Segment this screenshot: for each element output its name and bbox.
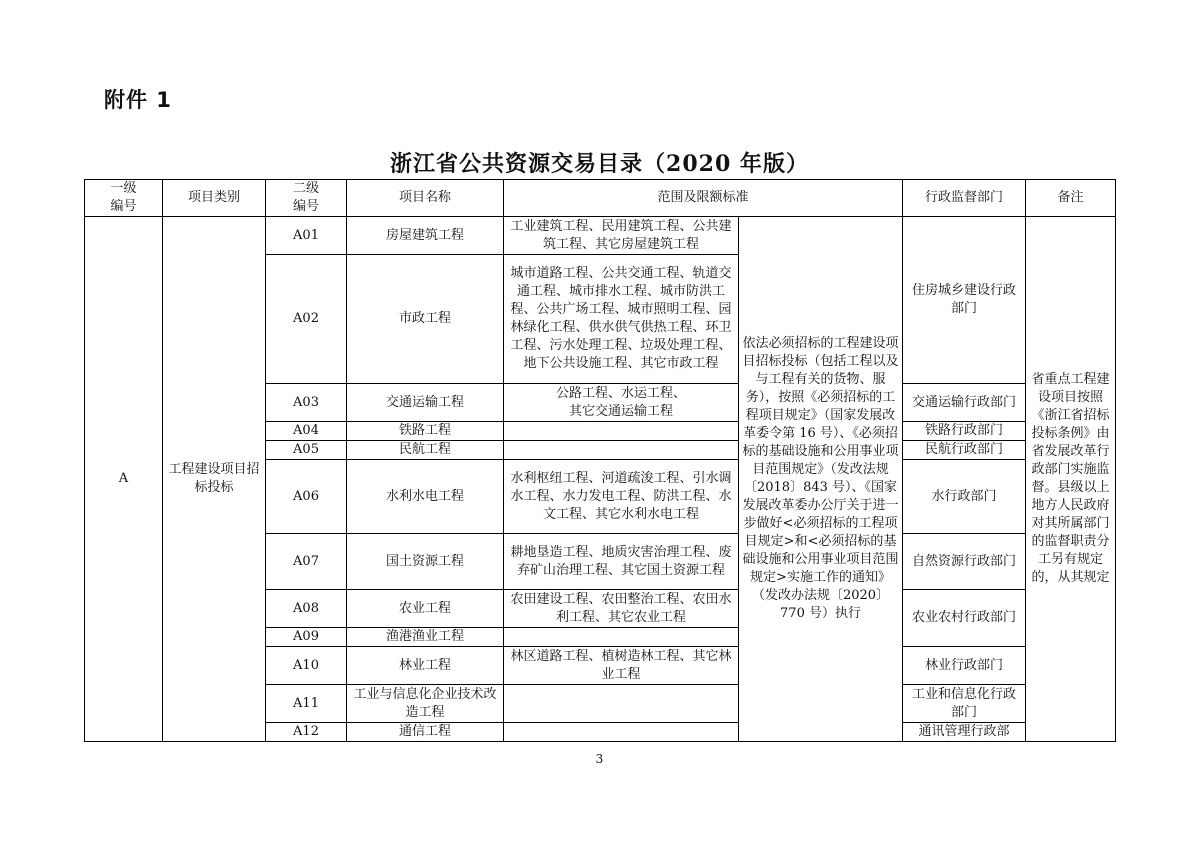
item-name-cell: 铁路工程 — [347, 422, 504, 441]
dept-cell: 民航行政部门 — [903, 441, 1026, 460]
item-code-cell: A01 — [266, 217, 347, 255]
header-note: 备注 — [1026, 180, 1116, 217]
attachment-label: 附件 1 — [104, 88, 172, 112]
trading-directory-table — [84, 179, 1116, 742]
item-scope-cell: 耕地垦造工程、地质灾害治理工程、废弃矿山治理工程、其它国土资源工程 — [504, 534, 739, 590]
group-code-cell: A — [85, 217, 163, 742]
legal-basis-cell: 依法必须招标的工程建设项目招标投标（包括工程以及与工程有关的货物、服务），按照《必须招标的工程项目规定》（国家发展改革委令第 16 号）、《必须招标的基础设施和公用事业项目范围规定》（发改法规〔2018〕843 号）、《国家发展改革委办公厅关于进一步做好<必须招标的工程项目规定>和<必须招标的基础设施和公用事业项目范围规定>实施工作的通知》（发改办法规〔2020〕770 号）执行 — [739, 217, 903, 742]
item-scope-cell — [504, 685, 739, 723]
item-scope-cell — [504, 723, 739, 742]
header-level2-code: 二级 编号 — [266, 180, 347, 217]
item-code-cell: A06 — [266, 460, 347, 534]
remarks-cell: 省重点工程建设项目按照《浙江省招标投标条例》由省发展改革行政部门实施监督。县级以上地方人民政府对其所属部门的监督职责分工另有规定的，从其规定 — [1026, 217, 1116, 742]
item-name-cell: 房屋建筑工程 — [347, 217, 504, 255]
item-code-cell: A05 — [266, 441, 347, 460]
dept-cell: 水行政部门 — [903, 460, 1026, 534]
item-name-cell: 国土资源工程 — [347, 534, 504, 590]
item-name-cell: 渔港渔业工程 — [347, 628, 504, 647]
dept-cell: 工业和信息化行政部门 — [903, 685, 1026, 723]
dept-cell: 交通运输行政部门 — [903, 384, 1026, 422]
item-scope-cell: 农田建设工程、农田整治工程、农田水利工程、其它农业工程 — [504, 590, 739, 628]
header-row — [85, 180, 1116, 217]
item-scope-cell: 公路工程、水运工程、 其它交通运输工程 — [504, 384, 739, 422]
header-dept: 行政监督部门 — [903, 180, 1026, 217]
item-code-cell: A08 — [266, 590, 347, 628]
item-name-cell: 水利水电工程 — [347, 460, 504, 534]
dept-cell: 铁路行政部门 — [903, 422, 1026, 441]
item-code-cell: A10 — [266, 647, 347, 685]
item-name-cell: 工业与信息化企业技术改造工程 — [347, 685, 504, 723]
item-scope-cell: 城市道路工程、公共交通工程、轨道交通工程、城市排水工程、城市防洪工程、公共广场工程、城市照明工程、园林绿化工程、供水供气供热工程、环卫工程、污水处理工程、垃圾处理工程、地下公共设施工程、其它市政工程 — [504, 255, 739, 384]
item-name-cell: 通信工程 — [347, 723, 504, 742]
item-scope-cell: 水利枢纽工程、河道疏浚工程、引水调水工程、水力发电工程、防洪工程、水文工程、其它水利水电工程 — [504, 460, 739, 534]
dept-cell: 农业农村行政部门 — [903, 590, 1026, 647]
item-name-cell: 民航工程 — [347, 441, 504, 460]
item-scope-cell — [504, 422, 739, 441]
item-name-cell: 林业工程 — [347, 647, 504, 685]
item-name-cell: 市政工程 — [347, 255, 504, 384]
item-scope-cell — [504, 441, 739, 460]
item-code-cell: A12 — [266, 723, 347, 742]
dept-cell: 住房城乡建设行政部门 — [903, 217, 1026, 384]
item-scope-cell: 工业建筑工程、民用建筑工程、公共建筑工程、其它房屋建筑工程 — [504, 217, 739, 255]
item-scope-cell — [504, 628, 739, 647]
header-level1-code: 一级 编号 — [85, 180, 163, 217]
item-name-cell: 交通运输工程 — [347, 384, 504, 422]
item-code-cell: A07 — [266, 534, 347, 590]
header-item-name: 项目名称 — [347, 180, 504, 217]
dept-cell: 自然资源行政部门 — [903, 534, 1026, 590]
item-scope-cell: 林区道路工程、植树造林工程、其它林业工程 — [504, 647, 739, 685]
header-scope: 范围及限额标准 — [504, 180, 903, 217]
group-category-cell: 工程建设项目招标投标 — [163, 217, 266, 742]
item-code-cell: A09 — [266, 628, 347, 647]
item-name-cell: 农业工程 — [347, 590, 504, 628]
item-code-cell: A02 — [266, 255, 347, 384]
dept-cell: 通讯管理行政部 — [903, 723, 1026, 742]
dept-cell: 林业行政部门 — [903, 647, 1026, 685]
item-code-cell: A03 — [266, 384, 347, 422]
item-code-cell: A11 — [266, 685, 347, 723]
page-number: 3 — [595, 752, 604, 766]
table-row — [85, 217, 1116, 255]
item-code-cell: A04 — [266, 422, 347, 441]
document-title: 浙江省公共资源交易目录（2020 年版） — [390, 151, 809, 177]
header-category: 项目类别 — [163, 180, 266, 217]
